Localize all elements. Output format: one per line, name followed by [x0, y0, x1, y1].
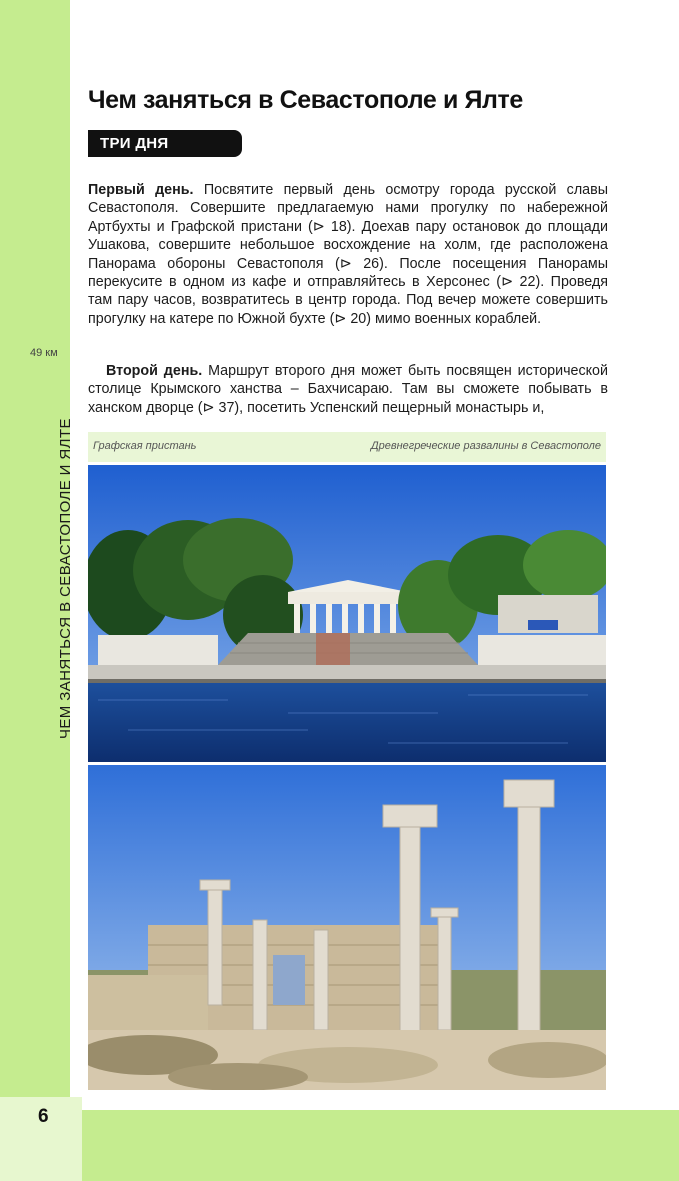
photo-ancient-ruins	[88, 765, 606, 1090]
side-running-title: ЧЕМ ЗАНЯТЬСЯ В СЕВАСТОПОЛЕ И ЯЛТЕ	[57, 418, 74, 739]
distance-marker: 49 км	[30, 347, 58, 359]
caption-ancient-ruins: Древнегреческие развалины в Севастополе	[370, 440, 601, 452]
day-one-lead: Первый день.	[88, 182, 194, 198]
page-title: Чем заняться в Севастополе и Ялте	[88, 86, 523, 114]
bottom-accent-band	[82, 1110, 679, 1181]
section-tag: ТРИ ДНЯ	[88, 130, 242, 157]
photo-caption-bar	[88, 432, 606, 462]
day-one-text: Посвятите первый день осмотру города русской славы Севастополя. Совершите предлагаемую нами прогулку по набережной Артбухты и Графской пристани (⊳ 18). Доехав пару остановок до площади Ушакова, совершите небольшое восхождение на холм, где расположена Панорама обороны Севастополя (⊳ 26). После посещения Панорамы перекусите в одном из кафе и отправляйтесь в Херсонес (⊳ 22). Проведя там пару часов, возвратитесь в центр города. Под вечер можете совершить прогулку на катере по Южной бухте (⊳ 20) мимо военных кораблей.	[88, 182, 608, 327]
paragraph-day-two	[88, 362, 608, 417]
day-two-lead: Второй день.	[106, 363, 203, 379]
paragraph-day-one	[88, 181, 608, 328]
photo-grafskaya-pier	[88, 465, 606, 762]
caption-grafskaya-pier: Графская пристань	[93, 440, 197, 452]
day-two-text: Маршрут второго дня может быть посвящен исторической столице Крымского ханства – Бахчисараю. Там вы сможете побывать в ханском дворце (⊳ 37), посетить Успенский пещерный монастырь и,	[88, 363, 608, 416]
page-number: 6	[38, 1106, 49, 1127]
